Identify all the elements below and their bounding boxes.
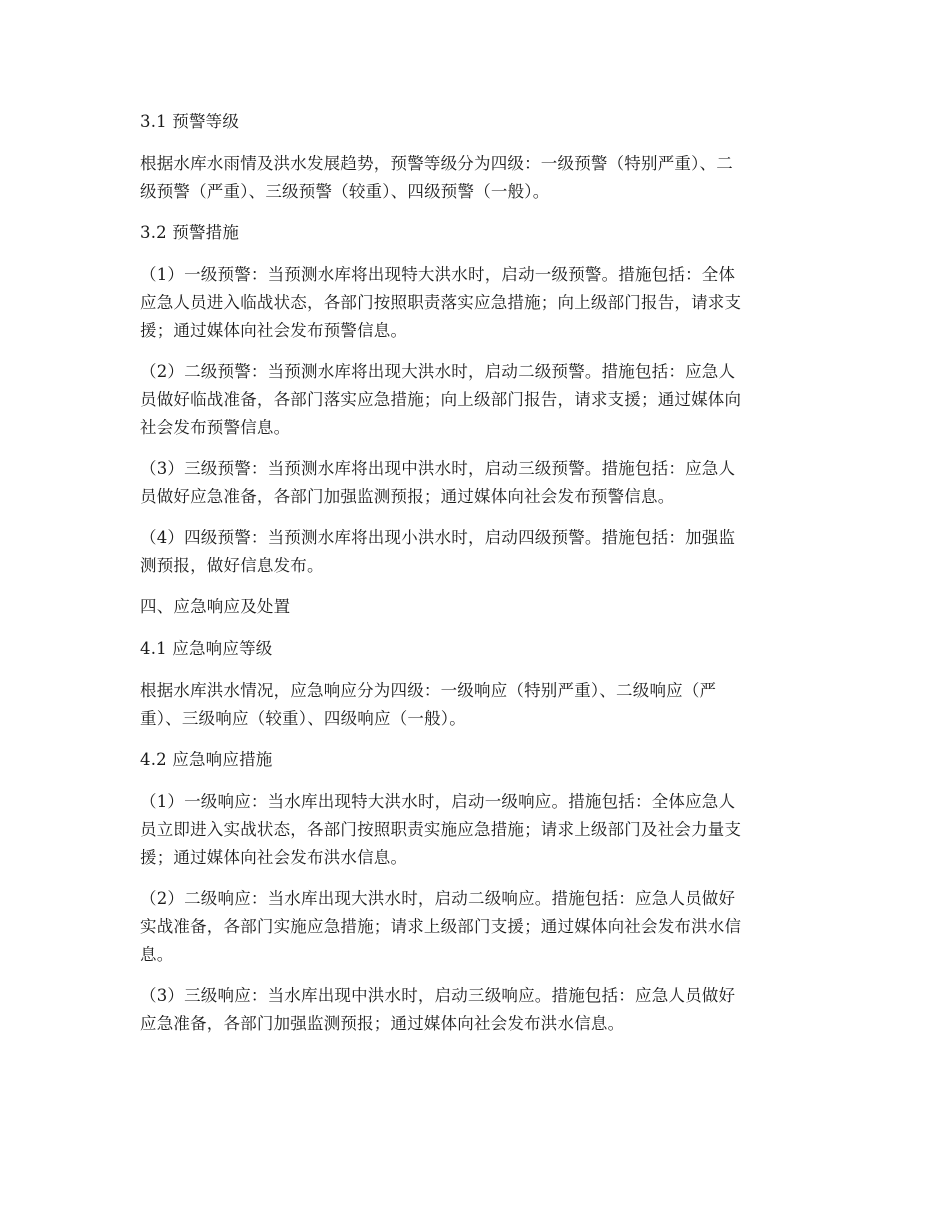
- paragraph-line: 员做好应急准备，各部门加强监测预报；通过媒体向社会发布预警信息。: [140, 487, 675, 506]
- paragraph-line: 员做好临战准备，各部门落实应急措施；向上级部门报告，请求支援；通过媒体向: [140, 390, 742, 409]
- heading-text: 3.1 预警等级: [140, 112, 240, 131]
- paragraph-line: 援；通过媒体向社会发布预警信息。: [140, 321, 408, 340]
- paragraph-line: 援；通过媒体向社会发布洪水信息。: [140, 848, 408, 867]
- heading-4-1: [140, 635, 812, 663]
- paragraph-line: （3）三级响应：当水库出现中洪水时，启动三级响应。措施包括：应急人员做好: [140, 986, 736, 1005]
- heading-text: 4.1 应急响应等级: [140, 639, 273, 658]
- paragraph-warning-3: [140, 455, 812, 511]
- paragraph-line: 根据水库水雨情及洪水发展趋势，预警等级分为四级：一级预警（特别严重）、二: [140, 154, 733, 173]
- paragraph-line: （4）四级预警：当预测水库将出现小洪水时，启动四级预警。措施包括：加强监: [140, 528, 736, 547]
- paragraph-response-2: [140, 885, 812, 969]
- paragraph-line: 实战准备，各部门实施应急措施；请求上级部门支援；通过媒体向社会发布洪水信: [140, 917, 742, 936]
- paragraph-line: （3）三级预警：当预测水库将出现中洪水时，启动三级预警。措施包括：应急人: [140, 459, 736, 478]
- heading-4-2: [140, 746, 812, 774]
- paragraph-line: 社会发布预警信息。: [140, 418, 291, 437]
- paragraph-line: 根据水库洪水情况，应急响应分为四级：一级响应（特别严重）、二级响应（严: [140, 681, 717, 700]
- paragraph-line: （1）一级预警：当预测水库将出现特大洪水时，启动一级预警。措施包括：全体: [140, 265, 736, 284]
- heading-3-1: [140, 108, 812, 136]
- paragraph-response-3: [140, 982, 812, 1038]
- paragraph-line: （1）一级响应：当水库出现特大洪水时，启动一级响应。措施包括：全体应急人: [140, 792, 736, 811]
- heading-3-2: [140, 219, 812, 247]
- paragraph-line: （2）二级预警：当预测水库将出现大洪水时，启动二级预警。措施包括：应急人: [140, 362, 736, 381]
- document-page: [140, 108, 812, 1051]
- paragraph-warning-4: [140, 524, 812, 580]
- paragraph-line: 应急准备，各部门加强监测预报；通过媒体向社会发布洪水信息。: [140, 1014, 625, 1033]
- heading-text: 四、应急响应及处置: [140, 597, 291, 616]
- heading-text: 4.2 应急响应措施: [140, 750, 273, 769]
- paragraph-line: 重）、三级响应（较重）、四级响应（一般）。: [140, 709, 466, 728]
- paragraph-line: 测预报，做好信息发布。: [140, 556, 324, 575]
- heading-section-4: [140, 593, 812, 621]
- paragraph-warning-2: [140, 358, 812, 442]
- paragraph-response-levels: [140, 677, 812, 733]
- document-body: [140, 108, 812, 1038]
- paragraph-line: 息。: [140, 945, 174, 964]
- paragraph-line: （2）二级响应：当水库出现大洪水时，启动二级响应。措施包括：应急人员做好: [140, 889, 736, 908]
- heading-text: 3.2 预警措施: [140, 223, 240, 242]
- paragraph-warning-1: [140, 261, 812, 345]
- paragraph-line: 员立即进入实战状态，各部门按照职责实施应急措施；请求上级部门及社会力量支: [140, 820, 742, 839]
- paragraph-warning-levels: [140, 150, 812, 206]
- paragraph-response-1: [140, 788, 812, 872]
- paragraph-line: 应急人员进入临战状态，各部门按照职责落实应急措施；向上级部门报告，请求支: [140, 293, 742, 312]
- paragraph-line: 级预警（严重）、三级预警（较重）、四级预警（一般）。: [140, 182, 550, 201]
